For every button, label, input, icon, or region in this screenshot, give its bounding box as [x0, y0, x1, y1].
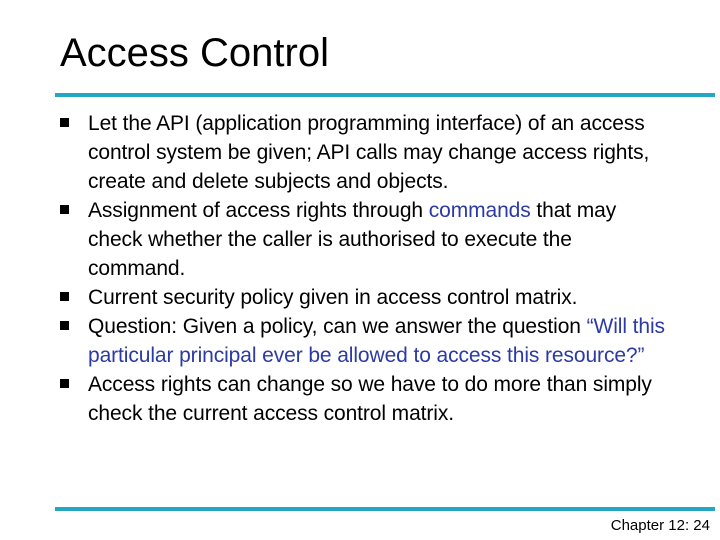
- bullet-text: Access rights can change so we have to do more than simply check the current access control matrix.: [88, 373, 652, 425]
- bullet-text: [88, 312, 670, 370]
- bullet-item: [60, 283, 670, 312]
- bullet-item: [60, 109, 670, 196]
- bullet-item: [60, 312, 670, 370]
- bullet-text: Current security policy given in access control matrix.: [88, 286, 578, 309]
- slide-title: Access Control: [60, 31, 329, 75]
- square-bullet-icon: [60, 321, 69, 330]
- bullet-list: [60, 109, 670, 428]
- bullet-text: Let the API (application programming interface) of an access control system be given; API calls may change access rights, create and delete subjects and objects.: [88, 112, 650, 193]
- bullet-item: [60, 370, 670, 428]
- square-bullet-icon: [60, 379, 69, 388]
- highlighted-term: commands: [428, 199, 531, 222]
- square-bullet-icon: [60, 292, 69, 301]
- title-divider: [55, 93, 715, 97]
- square-bullet-icon: [60, 118, 69, 127]
- bullet-text-part: Assignment of access rights through: [88, 199, 429, 222]
- bullet-text-part: Question: Given a policy, can we answer the question: [88, 315, 587, 338]
- bullet-item: [60, 196, 670, 283]
- bullet-text-part: that may check whether the caller is authorised to execute the command.: [88, 199, 617, 280]
- square-bullet-icon: [60, 205, 69, 214]
- slide-footer: Chapter 12: 24: [610, 517, 710, 534]
- highlighted-question: “Will this particular principal ever be allowed to access this resource?”: [88, 315, 665, 367]
- footer-divider: [55, 507, 715, 511]
- bullet-text: [88, 196, 670, 283]
